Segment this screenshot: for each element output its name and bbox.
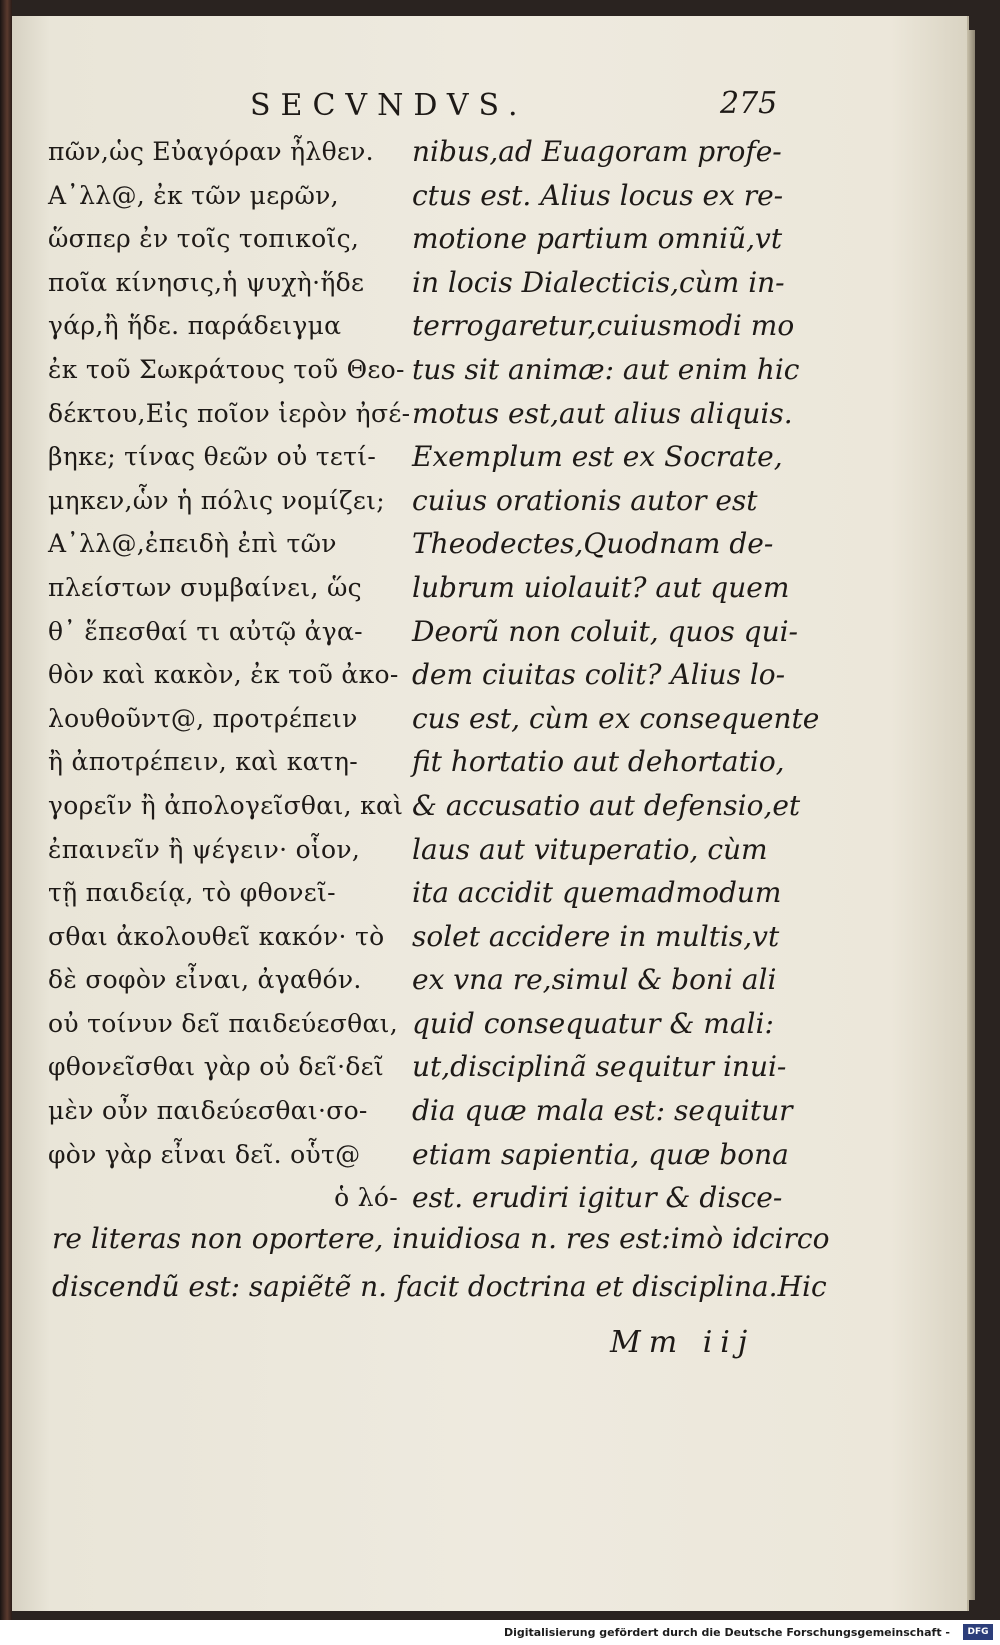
funding-credit: Digitalisierung gefördert durch die Deutsche Forschungsgemeinschaft - — [503, 1626, 950, 1639]
greek-line: ἐκ τοῦ Σωκράτους τοῦ Θεο- — [48, 354, 405, 384]
book-spine — [0, 0, 12, 1620]
full-width-line: re literas non oportere, inuidiosa n. res est:imò idcirco — [52, 1222, 830, 1255]
greek-line: Α᾿λλ@,ἐπειδὴ ἐπὶ τῶν — [48, 529, 337, 559]
latin-line: lubrum uiolauit? aut quem — [412, 570, 790, 604]
greek-line: ὁ λό- — [334, 1183, 398, 1213]
greek-line: ἢ ἀποτρέπειν, καὶ κατη- — [48, 747, 358, 777]
latin-line: ita accidit quemadmodum — [412, 876, 782, 910]
latin-line: motus est,aut alius aliquis. — [412, 396, 793, 430]
dfg-logo: DFG — [963, 1624, 993, 1640]
greek-column — [48, 130, 411, 1220]
latin-line: motione partium omniũ,vt — [412, 222, 783, 256]
greek-line: λουθοῦντ@, προτρέπειν — [48, 703, 358, 733]
latin-line: dem ciuitas colit? Alius lo- — [412, 658, 786, 692]
greek-line: ἐπαινεῖν ἢ ψέγειν· οἷον, — [48, 834, 361, 864]
greek-line: δέκτου,Εἰς ποῖον ἱερὸν ἠσέ- — [48, 398, 411, 428]
latin-line: cuius orationis autor est — [412, 483, 758, 517]
latin-line: laus aut vituperatio, cùm — [412, 832, 768, 866]
latin-line: Exemplum est ex Socrate, — [412, 440, 783, 474]
greek-line: τῇ παιδείᾳ, τὸ φθονεῖ- — [48, 878, 336, 908]
page-edge — [967, 30, 975, 1600]
latin-line: Theodectes,Quodnam de- — [412, 527, 774, 561]
greek-line: ποῖα κίνησις,ἡ ψυχὴ·ἥδε — [48, 267, 365, 297]
greek-line: φὸν γὰρ εἶναι δεῖ. οὗτ@ — [48, 1139, 361, 1169]
greek-line: Α᾿λλ@, ἐκ τῶν μερῶν, — [48, 180, 339, 210]
greek-line: οὐ τοίνυν δεῖ παιδεύεσθαι, — [48, 1008, 398, 1038]
greek-line: φθονεῖσθαι γὰρ οὐ δεῖ·δεῖ — [48, 1052, 385, 1082]
latin-line: & accusatio aut defensio,et — [412, 788, 801, 822]
greek-line: μηκεν,ὧν ἡ πόλις νομίζει; — [48, 485, 386, 515]
page-number: 275 — [720, 86, 778, 121]
greek-line: ὥσπερ ἐν τοῖς τοπικοῖς, — [48, 224, 360, 254]
latin-line: in locis Dialecticis,cùm in- — [412, 265, 785, 299]
greek-line: θ᾿ ἕπεσθαί τι αὐτῷ ἀγα- — [48, 616, 363, 646]
running-head: SECVNDVS. — [250, 88, 528, 123]
latin-line: terrogaretur,cuiusmodi mo — [412, 309, 795, 343]
greek-line: γάρ,ἢ ἥδε. παράδειγμα — [48, 311, 342, 341]
latin-column — [412, 130, 820, 1220]
greek-line: πῶν,ὡς Εὐαγόραν ἦλθεν. — [48, 137, 374, 166]
latin-line: fit hortatio aut dehortatio, — [412, 745, 785, 779]
greek-line: δὲ σοφὸν εἶναι, ἀγαθόν. — [48, 965, 362, 995]
greek-line: μὲν οὖν παιδεύεσθαι·σο- — [48, 1096, 368, 1126]
latin-line: Deorũ non coluit, quos qui- — [412, 614, 799, 648]
greek-line: γορεῖν ἢ ἀπολογεῖσθαι, καὶ — [48, 790, 404, 820]
latin-line: quid consequatur & mali: — [412, 1006, 774, 1040]
latin-line: ex vna re,simul & boni ali — [412, 963, 777, 997]
greek-line: σθαι ἀκολουθεῖ κακόν· τὸ — [48, 921, 385, 951]
full-width-line: discendũ est: sapiẽtẽ n. facit doctrina et disciplina.Hic — [52, 1270, 827, 1303]
greek-line: βηκε; τίνας θεῶν οὐ τετί- — [48, 442, 377, 472]
latin-line: est. erudiri igitur & disce- — [412, 1181, 783, 1215]
greek-line: πλείστων συμβαίνει, ὥς — [48, 572, 362, 602]
latin-line: tus sit animæ: aut enim hic — [412, 352, 800, 386]
latin-line: nibus,ad Euagoram profe- — [412, 135, 782, 168]
signature-mark: Mm iij — [610, 1325, 756, 1360]
latin-line: etiam sapientia, quæ bona — [412, 1137, 789, 1171]
latin-line: cus est, cùm ex consequente — [412, 701, 820, 735]
latin-line: dia quæ mala est: sequitur — [412, 1094, 793, 1128]
greek-line: θὸν καὶ κακὸν, ἐκ τοῦ ἀκο- — [48, 660, 399, 690]
latin-line: ctus est. Alius locus ex re- — [412, 178, 784, 212]
latin-line: ut,disciplinã sequitur inui- — [412, 1050, 787, 1084]
latin-line: solet accidere in multis,vt — [412, 919, 780, 953]
